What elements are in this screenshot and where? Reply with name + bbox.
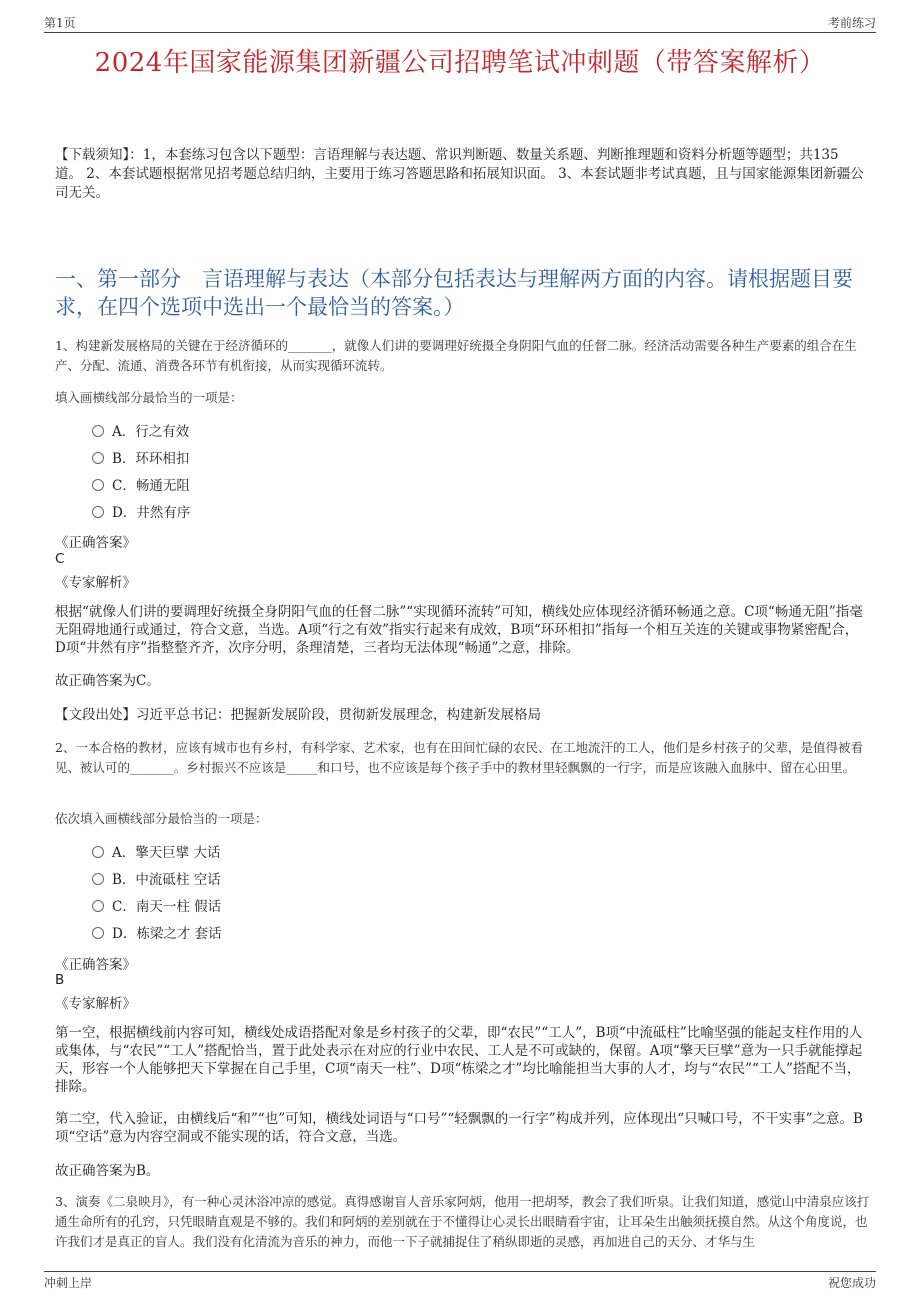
option-label: B．环环相扣: [112, 451, 190, 467]
q1-option-b[interactable]: [92, 449, 189, 469]
q1-option-a[interactable]: [92, 422, 189, 442]
footer-right: 祝您成功: [827, 1276, 876, 1290]
radio-icon[interactable]: [92, 846, 104, 858]
q2-conclusion: 故正确答案为B。: [55, 1163, 160, 1179]
q2-option-c[interactable]: [92, 897, 221, 917]
radio-icon[interactable]: [92, 425, 104, 437]
question-2-stem: 2、一本合格的教材，应该有城市也有乡村，有科学家、艺术家，也有在田间忙碌的农民、在工地流汗的工人，他们是乡村孩子的父辈，是值得被看见、被认可的_______。乡村振兴不应该是_____和口号，也不应该是每个孩子手中的教材里轻飘飘的一行字，而是应该融入血脉中、留在心田里。: [55, 740, 863, 775]
q2-option-d[interactable]: [92, 924, 222, 944]
q1-option-d[interactable]: [92, 503, 190, 523]
page-number: 第1页: [44, 16, 76, 30]
option-label: D．井然有序: [112, 505, 191, 521]
question-2-prompt: 依次填入画横线部分最恰当的一项是：: [55, 811, 268, 826]
q2-option-b[interactable]: [92, 870, 221, 890]
radio-icon[interactable]: [92, 927, 104, 939]
q2-analysis-part1: 第一空，根据横线前内容可知，横线处成语搭配对象是乡村孩子的父辈，即“农民”“工人”，B项“中流砥柱”比喻坚强的能起支柱作用的人或集体，与“农民”“工人”搭配恰当，置于此处表示在对应的行业中农民、工人是不可或缺的，保留。A项“擎天巨擘”意为一只手就能撑起天，形容一个人能够把天下掌握在自己手里，C项“南天一柱”、D项“栋梁之才”均比喻能担当大事的人才，均与“农民”“工人”搭配不当，排除。: [55, 1025, 863, 1095]
section-heading: 一、第一部分 言语理解与表达（本部分包括表达与理解两方面的内容。请根据题目要求，在四个选项中选出一个最恰当的答案。）: [55, 267, 853, 319]
radio-icon[interactable]: [92, 452, 104, 464]
header-label: 考前练习: [827, 16, 876, 30]
radio-icon[interactable]: [92, 900, 104, 912]
q2-answer-label: 《正确答案》: [55, 957, 136, 973]
q2-option-a[interactable]: [92, 843, 221, 863]
option-label: C．畅通无阻: [112, 478, 190, 494]
radio-icon[interactable]: [92, 479, 104, 491]
q1-analysis: 根据“就像人们讲的要调理好统摄全身阴阳气血的任督二脉”“实现循环流转”可知，横线处应体现经济循环畅通之意。C项“畅通无阻”指毫无阻碍地通行或通过，符合文意，当选。A项“行之有效”指实行起来有成效，B项“环环相扣”指每一个相互关连的关键或事物紧密配合，D项“井然有序”指整整齐齐，次序分明，条理清楚，三者均无法体现“畅通”之意，排除。: [55, 604, 863, 656]
q1-source: 【文段出处】习近平总书记：把握新发展阶段，贯彻新发展理念，构建新发展格局: [55, 707, 541, 723]
radio-icon[interactable]: [92, 506, 104, 518]
q2-analysis-part2: 第二空，代入验证，由横线后“和”“也”可知，横线处词语与“口号”“轻飘飘的一行字”构成并列，应体现出“只喊口号，不干实事”之意。B项“空话”意为内容空洞或不能实现的话，符合文意，当选。: [55, 1111, 863, 1145]
q1-option-c[interactable]: [92, 476, 190, 496]
q1-analysis-label: 《专家解析》: [55, 575, 136, 591]
q1-conclusion: 故正确答案为C。: [55, 673, 160, 689]
option-label: A．擎天巨擘 大话: [112, 845, 221, 861]
option-label: C．南天一柱 假话: [112, 899, 222, 915]
q1-answer-label: 《正确答案》: [55, 535, 136, 551]
option-label: B．中流砥柱 空话: [112, 872, 221, 888]
q2-answer: B: [55, 972, 65, 988]
question-3-stem: 3、演奏《二泉映月》，有一种心灵沐浴冲凉的感觉。真得感谢盲人音乐家阿炳，他用一把胡琴，教会了我们听泉。让我们知道，感觉山中清泉应该打通生命所有的孔窍，只凭眼睛直观是不够的。我们和阿炳的差别就在于不懂得让心灵长出眼睛看宇宙，让耳朵生出触须抚摸自然。从这个角度说，也许我们才是真正的盲人。我们没有化清流为音乐的神力，而他一下子就捕捉住了稍纵即逝的灵感，再加进自己的天分、才华与生: [55, 1194, 870, 1249]
q2-analysis-label: 《专家解析》: [55, 996, 136, 1012]
option-label: A．行之有效: [112, 424, 190, 440]
download-notice: 【下载须知】：1，本套练习包含以下题型：言语理解与表达题、常识判断题、数量关系题、判断推理题和资料分析题等题型；共135道。 2、本套试题根据常见招考题总结归纳，主要用于练习答题思路和拓展知识面。 3、本套试题非考试真题，且与国家能源集团新疆公司无关。: [55, 147, 864, 201]
question-1-prompt: 填入画横线部分最恰当的一项是：: [55, 390, 243, 405]
footer-left: 冲刺上岸: [44, 1276, 93, 1290]
question-1-stem: 1、构建新发展格局的关键在于经济循环的_______，就像人们讲的要调理好统摄全身阴阳气血的任督二脉。经济活动需要各种生产要素的组合在生产、分配、流通、消费各环节有机衔接，从而实现循环流转。: [55, 338, 857, 373]
page-header: [44, 14, 876, 33]
radio-icon[interactable]: [92, 873, 104, 885]
q1-answer: C: [55, 551, 65, 567]
document-title: 2024年国家能源集团新疆公司招聘笔试冲刺题（带答案解析）: [94, 48, 826, 78]
option-label: D．栋梁之才 套话: [112, 926, 222, 942]
page-footer: [44, 1271, 876, 1290]
